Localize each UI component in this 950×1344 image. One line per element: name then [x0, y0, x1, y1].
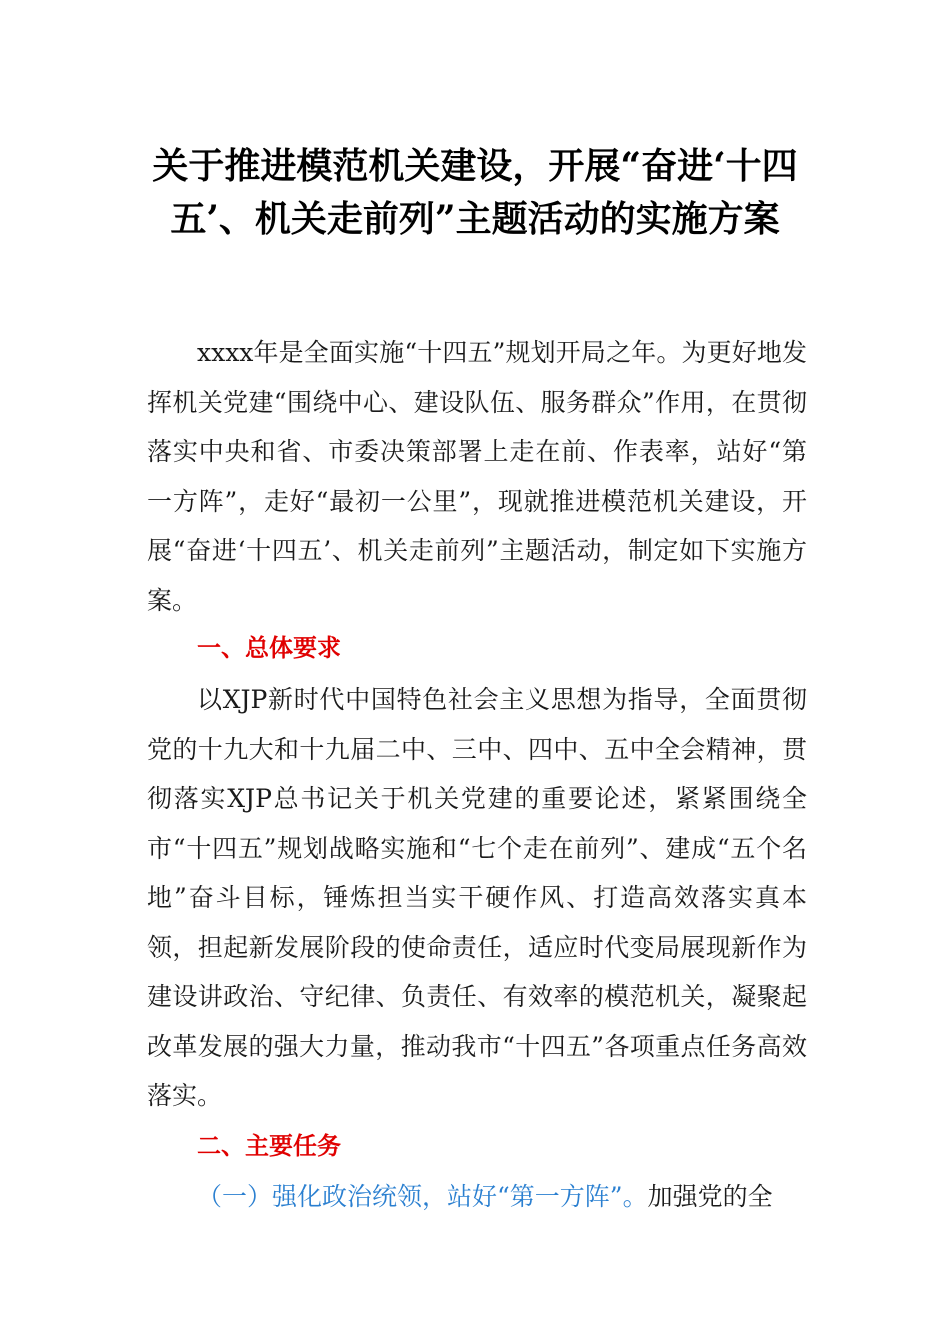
- main-tasks-paragraph: [147, 1172, 807, 1222]
- intro-paragraph: xxxx年是全面实施“十四五”规划开局之年。为更好地发挥机关党建“围绕中心、建设队伍、服务群众”作用，在贯彻落实中央和省、市委决策部署上走在前、作表率，站好“第一方阵”，走好“最初一公里”，现就推进模范机关建设，开展“奋进‘十四五’、机关走前列”主题活动，制定如下实施方案。: [147, 338, 807, 615]
- sub-heading-body-text: 加强党的全: [647, 1182, 773, 1211]
- general-requirements-paragraph: 以XJP新时代中国特色社会主义思想为指导，全面贯彻党的十九大和十九届二中、三中、四中、五中全会精神，贯彻落实XJP总书记关于机关党建的重要论述，紧紧围绕全市“十四五”规划战略实施和“七个走在前列”、建成“五个名地”奋斗目标，锤炼担当实干硬作风、打造高效落实真本领，担起新发展阶段的使命责任，适应时代变局展现新作为建设讲政治、守纪律、负责任、有效率的模范机关，凝聚起改革发展的强大力量，推动我市“十四五”各项重点任务高效落实。: [147, 685, 807, 1110]
- section-heading-general-requirements: 一、总体要求: [197, 634, 341, 662]
- document-title: 关于推进模范机关建设，开展“奋进‘十四五’、机关走前列”主题活动的实施方案: [152, 145, 798, 240]
- sub-heading-political-leadership: （一）强化政治统领，站好“第一方阵”。: [197, 1182, 648, 1211]
- section-heading-main-tasks: 二、主要任务: [197, 1132, 341, 1160]
